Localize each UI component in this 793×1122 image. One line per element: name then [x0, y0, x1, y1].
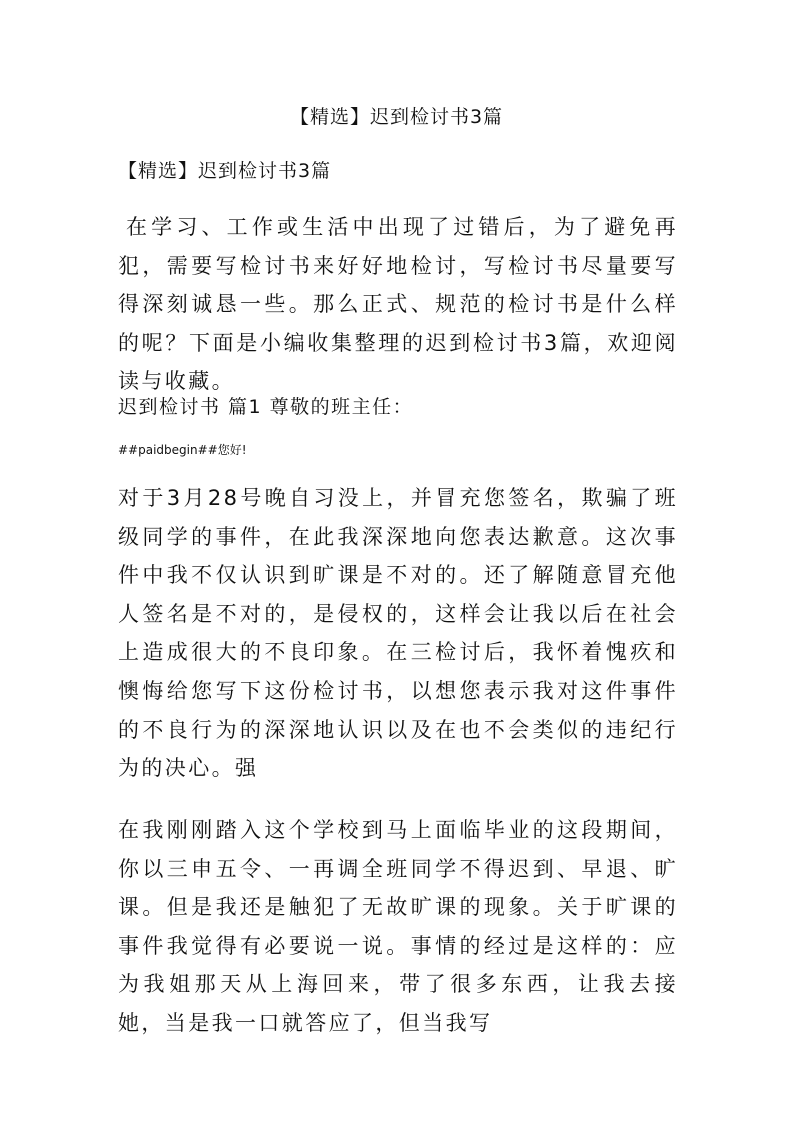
intro-paragraph: 在学习、工作或生活中出现了过错后，为了避免再犯，需要写检讨书来好好地检讨，写检讨书尽量要写得深刻诚恳一些。那么正式、规范的检讨书是什么样的呢？下面是小编收集整理的迟到检讨书3篇，欢迎阅读与收藏。	[118, 215, 678, 394]
body-paragraph-1: 对于3月28号晚自习没上，并冒充您签名，欺骗了班级同学的事件，在此我深深地向您表达歉意。这次事件中我不仅认识到旷课是不对的。还了解随意冒充他人签名是不对的，是侵权的，这样会让我以后在社会上造成很大的不良印象。在三检讨后，我怀着愧疚和懊悔给您写下这份检讨书，以想您表示我对这件事件的不良行为的深深地认识以及在也不会类似的违纪行为的决心。强	[118, 486, 678, 781]
document-title: 【精选】迟到检讨书3篇	[289, 106, 504, 128]
section-heading: 迟到检讨书 篇1 尊敬的班主任：	[118, 396, 414, 418]
document-subtitle: 【精选】迟到检讨书3篇	[118, 160, 332, 182]
paid-marker: ##paidbegin##您好!	[118, 443, 247, 457]
body-paragraph-2: 在我刚刚踏入这个学校到马上面临毕业的这段期间，你以三申五令、一再调全班同学不得迟到、早退、旷课。但是我还是触犯了无故旷课的现象。关于旷课的事件我觉得有必要说一说。事情的经过是这样的：应为我姐那天从上海回来，带了很多东西，让我去接她，当是我一口就答应了，但当我写	[118, 818, 678, 1035]
